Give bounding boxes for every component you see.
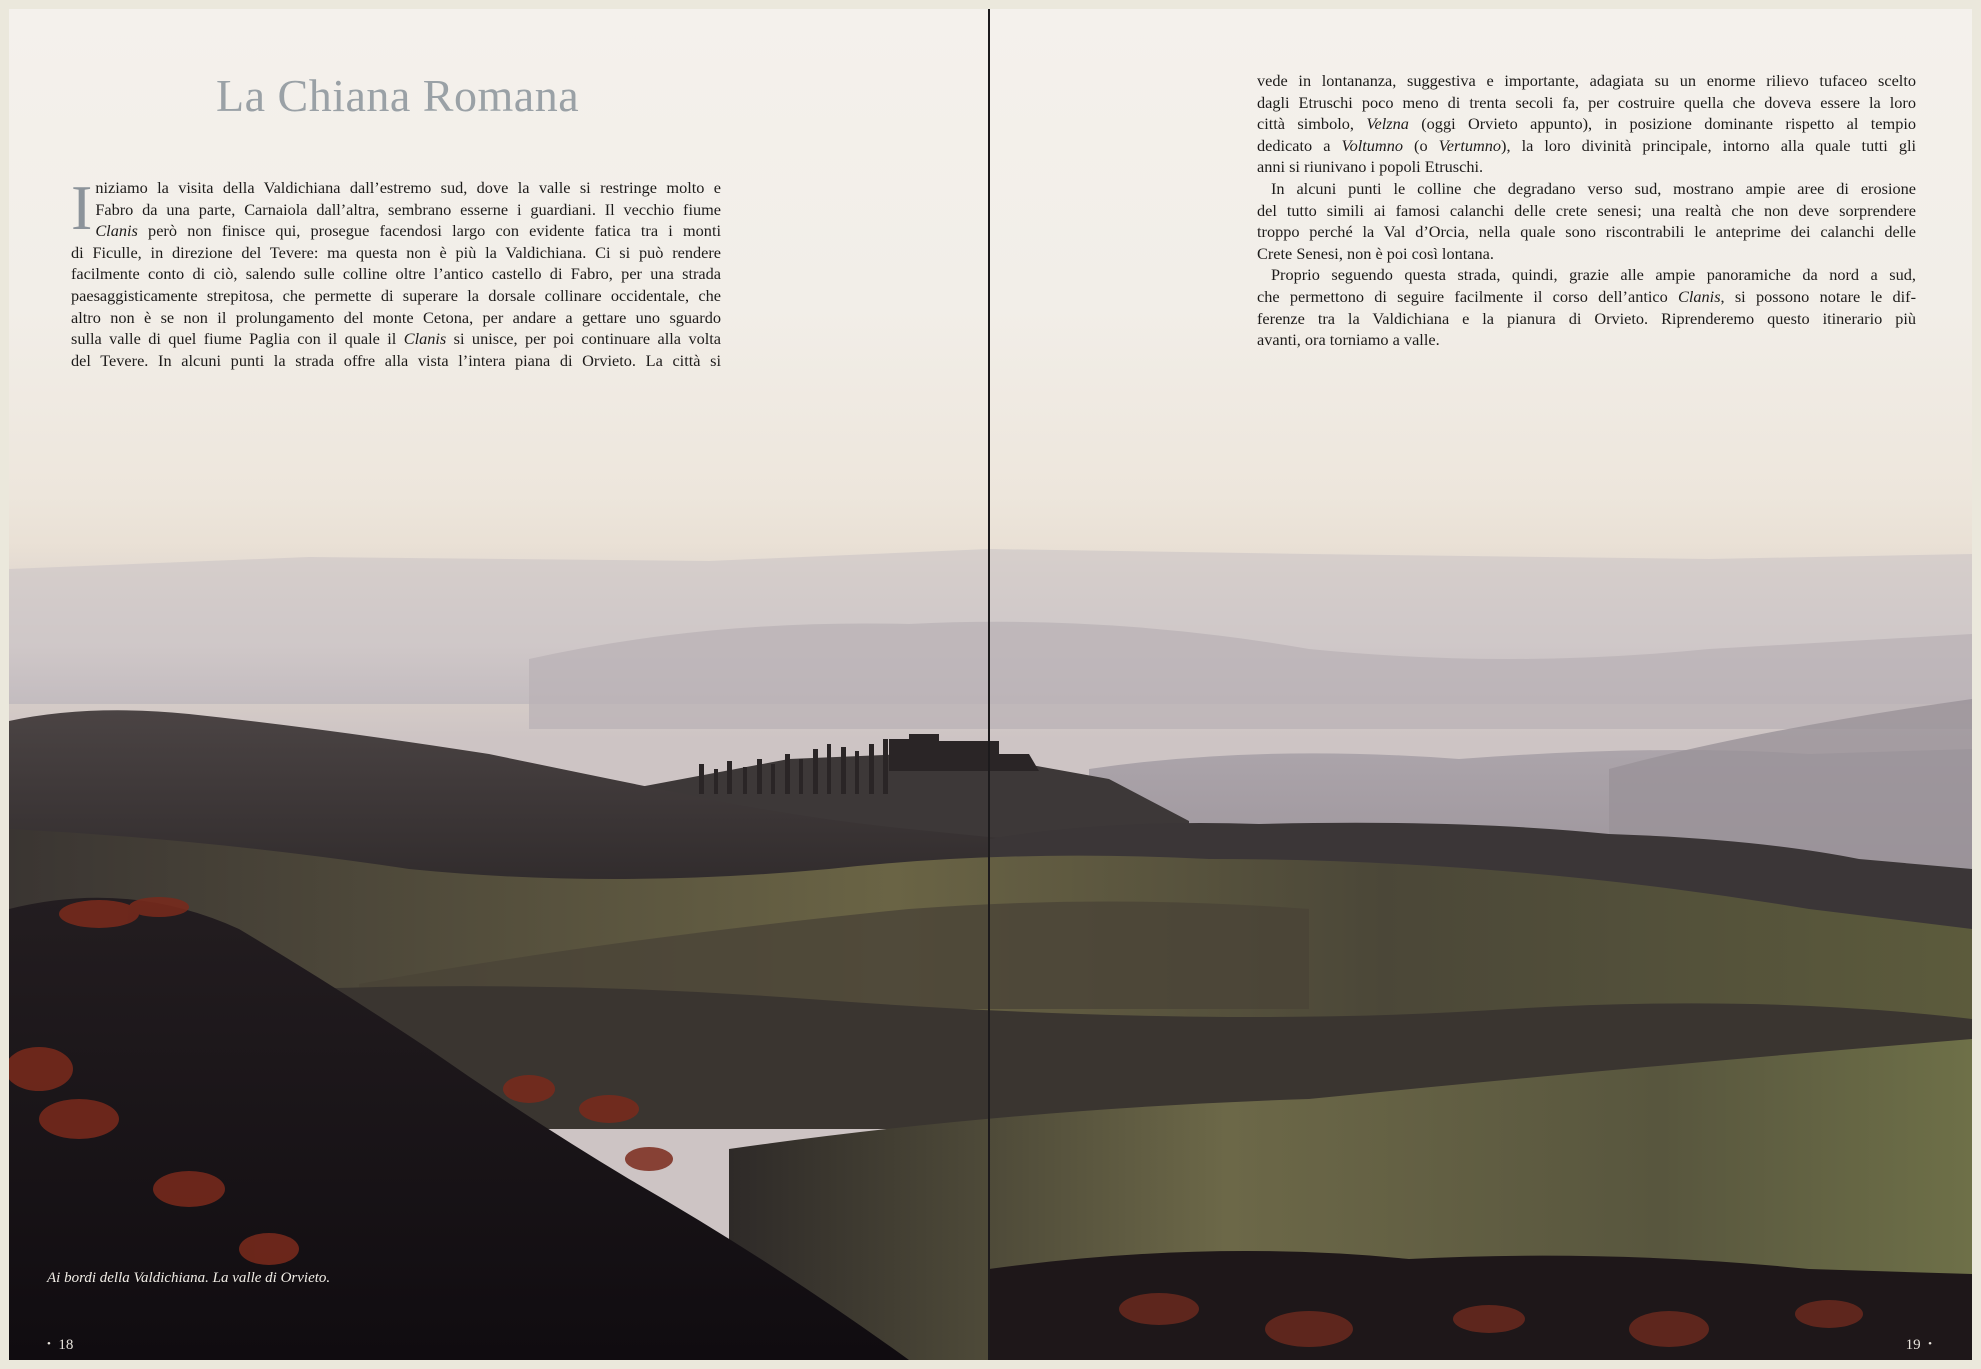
text-line: Clanis però non finisce qui, prosegue facendosi largo con evidente fatica tra i monti — [95, 221, 721, 241]
bullet: • — [47, 1338, 51, 1350]
text-line: dagli Etruschi poco meno di trenta secoli fa, per costruire quella che doveva essere la loro — [1257, 92, 1916, 112]
page-number-left — [47, 1337, 73, 1354]
photo-caption: Ai bordi della Valdichiana. La valle di Orvieto. — [47, 1270, 331, 1286]
text-line: niziamo la visita della Valdichiana dall’estremo sud, dove la valle si restringe molto e — [95, 178, 721, 197]
text-line: del Tevere. In alcuni punti la strada offre alla vista l’intera piana di Orvieto. La città si — [71, 350, 721, 370]
text-line: sulla valle di quel fiume Paglia con il quale il Clanis si unisce, per poi continuare alla volta — [71, 329, 721, 349]
text-line: dedicato a Voltumno (o Vertumno), la loro divinità principale, intorno alla quale tutti gli — [1257, 135, 1917, 155]
right-column-text — [1257, 70, 1916, 351]
page-number: 18 — [58, 1337, 74, 1353]
text-line: ferenze tra la Valdichiana e la pianura di Orvieto. Riprenderemo questo itinerario più — [1257, 308, 1916, 328]
text-line: anni si riunivano i popoli Etruschi. — [1257, 157, 1484, 177]
text-line: Proprio seguendo questa strada, quindi, grazie alle ampie panoramiche da nord a sud, — [1271, 265, 1916, 285]
text-line: Fabro da una parte, Carnaiola dall’altra, sembrano esserne i guardiani. Il vecchio fiume — [95, 199, 721, 219]
book-spread — [9, 9, 1972, 1360]
text-line: facilmente conto di ciò, salendo sulle colline oltre l’antico castello di Fabro, per una strada — [71, 264, 721, 284]
text-line: troppo perché la Val d’Orcia, nella quale sono riscontrabili le anteprime dei calanchi delle — [1257, 222, 1916, 242]
text-line: del tutto simili ai famosi calanchi delle crete senesi; una realtà che non deve sorprendere — [1257, 200, 1916, 220]
text-line: di Ficulle, in direzione del Tevere: ma questa non è più la Valdichiana. Ci si può rendere — [71, 242, 721, 262]
farmhouse — [889, 734, 1039, 771]
text-line: In alcuni punti le colline che degradano verso sud, mostrano ampie aree di erosione — [1271, 178, 1916, 198]
page-number: 19 — [1905, 1337, 1921, 1353]
text-line: città simbolo, Velzna (oggi Orvieto appunto), in posizione dominante rispetto al tempio — [1257, 114, 1916, 134]
text-line: vede in lontananza, suggestiva e importante, adagiata su un enorme rilievo tufaceo scelto — [1257, 71, 1916, 90]
text-line: che permettono di seguire facilmente il corso dell’antico Clanis, si possono notare le dif- — [1257, 286, 1916, 306]
text-line: Crete Senesi, non è poi così lontana. — [1257, 243, 1494, 263]
page-title: La Chiana Romana — [216, 70, 580, 121]
text-line: paesaggisticamente strepitosa, che permette di superare la dorsale collinare occidentale, che — [71, 285, 721, 305]
text-line: altro non è se non il prolungamento del monte Cetona, per andare a gettare uno sguardo — [71, 307, 721, 327]
drop-cap: I — [71, 172, 93, 243]
bullet: • — [1928, 1338, 1932, 1350]
gutter-line — [988, 9, 990, 1360]
text-line: avanti, ora torniamo a valle. — [1257, 330, 1440, 350]
page-number-right — [1906, 1337, 1932, 1354]
left-column-text — [71, 172, 721, 371]
